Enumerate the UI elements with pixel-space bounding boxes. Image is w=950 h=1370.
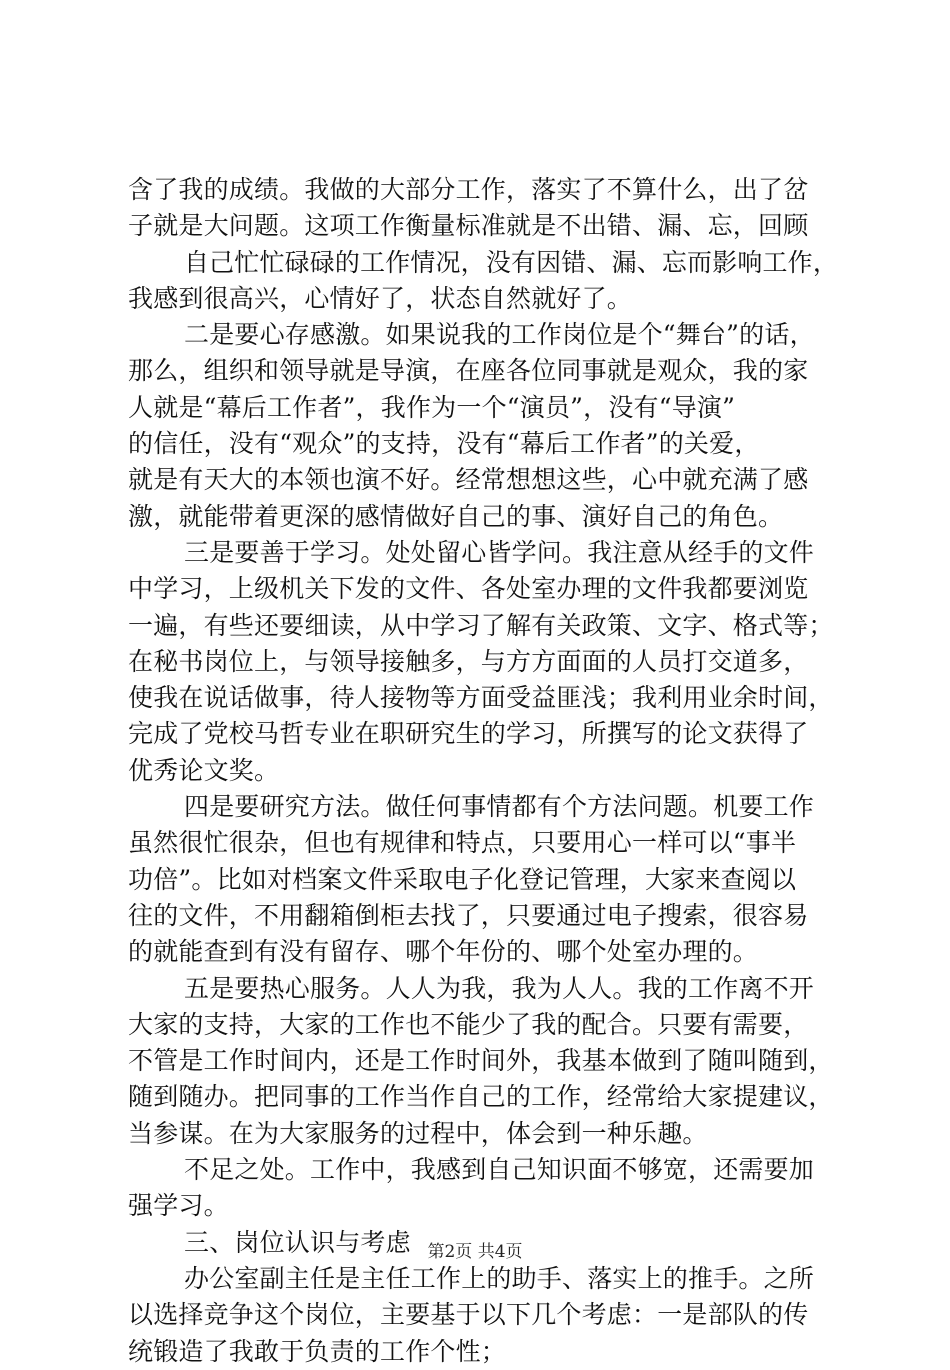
text-line: 在秘书岗位上，与领导接触多，与方方面面的人员打交道多，: [128, 646, 809, 676]
text-line: 完成了党校马哲专业在职研究生的学习，所撰写的论文获得了: [128, 719, 809, 749]
text-line: 办公室副主任是主任工作上的助手、落实上的推手。之所: [184, 1263, 815, 1293]
text-line: 激，就能带着更深的感情做好自己的事、演好自己的角色。: [128, 501, 784, 531]
text-line: 人就是“幕后工作者”，我作为一个“演员”，没有“导演”: [128, 392, 736, 422]
text-line: 一遍，有些还要细读，从中学习了解有关政策、文字、格式等；: [128, 610, 834, 640]
text-line: 那么，组织和领导就是导演，在座各位同事就是观众，我的家: [128, 356, 809, 386]
text-line: 功倍”。比如对档案文件采取电子化登记管理，大家来查阅以: [128, 864, 797, 894]
text-line: 含了我的成绩。我做的大部分工作，落实了不算什么，出了岔: [128, 175, 809, 204]
text-line: 虽然很忙很杂，但也有规律和特点，只要用心一样可以“事半: [128, 828, 797, 858]
text-line: 三、岗位认识与考虑: [184, 1227, 411, 1257]
text-line: 当参谋。在为大家服务的过程中，体会到一种乐趣。: [128, 1118, 708, 1148]
text-line: 往的文件，不用翻箱倒柜去找了，只要通过电子搜索，很容易: [128, 900, 809, 930]
text-line: 的就能查到有没有留存、哪个年份的、哪个处室办理的。: [128, 937, 759, 967]
text-line: 统锻造了我敢于负责的工作个性；: [128, 1336, 507, 1366]
text-line: 使我在说话做事，待人接物等方面受益匪浅；我利用业余时间，: [128, 683, 834, 713]
text-line: 子就是大问题。这项工作衡量标准就是不出错、漏、忘，回顾: [128, 211, 809, 241]
document-body: [128, 172, 838, 1370]
text-line: 四是要研究方法。做任何事情都有个方法问题。机要工作: [184, 792, 815, 822]
text-line: 二是要心存感激。如果说我的工作岗位是个“舞台”的话，: [184, 320, 815, 350]
text-line: 我感到很高兴，心情好了，状态自然就好了。: [128, 283, 633, 313]
text-line: 就是有天大的本领也演不好。经常想想这些，心中就充满了感: [128, 465, 809, 495]
text-line: 不管是工作时间内，还是工作时间外，我基本做到了随叫随到，: [128, 1046, 834, 1076]
text-line: 中学习，上级机关下发的文件、各处室办理的文件我都要浏览: [128, 574, 809, 604]
text-line: 不足之处。工作中，我感到自己知识面不够宽，还需要加: [184, 1155, 815, 1185]
text-line: 的信任，没有“观众”的支持，没有“幕后工作者”的关爱，: [128, 429, 760, 459]
text-line: 以选择竞争这个岗位，主要基于以下几个考虑：一是部队的传: [128, 1300, 809, 1330]
text-line: 随到随办。把同事的工作当作自己的工作，经常给大家提建议，: [128, 1082, 834, 1112]
text-line: 自己忙忙碌碌的工作情况，没有因错、漏、忘而影响工作，: [184, 247, 838, 277]
text-line: 大家的支持，大家的工作也不能少了我的配合。只要有需要，: [128, 1009, 809, 1039]
page-footer: 第2页 共4页: [427, 1242, 523, 1262]
text-line: 三是要善于学习。处处留心皆学问。我注意从经手的文件: [184, 537, 815, 567]
text-line: 优秀论文奖。: [128, 755, 280, 785]
text-line: 强学习。: [128, 1191, 229, 1221]
text-line: 五是要热心服务。人人为我，我为人人。我的工作离不开: [184, 973, 815, 1003]
